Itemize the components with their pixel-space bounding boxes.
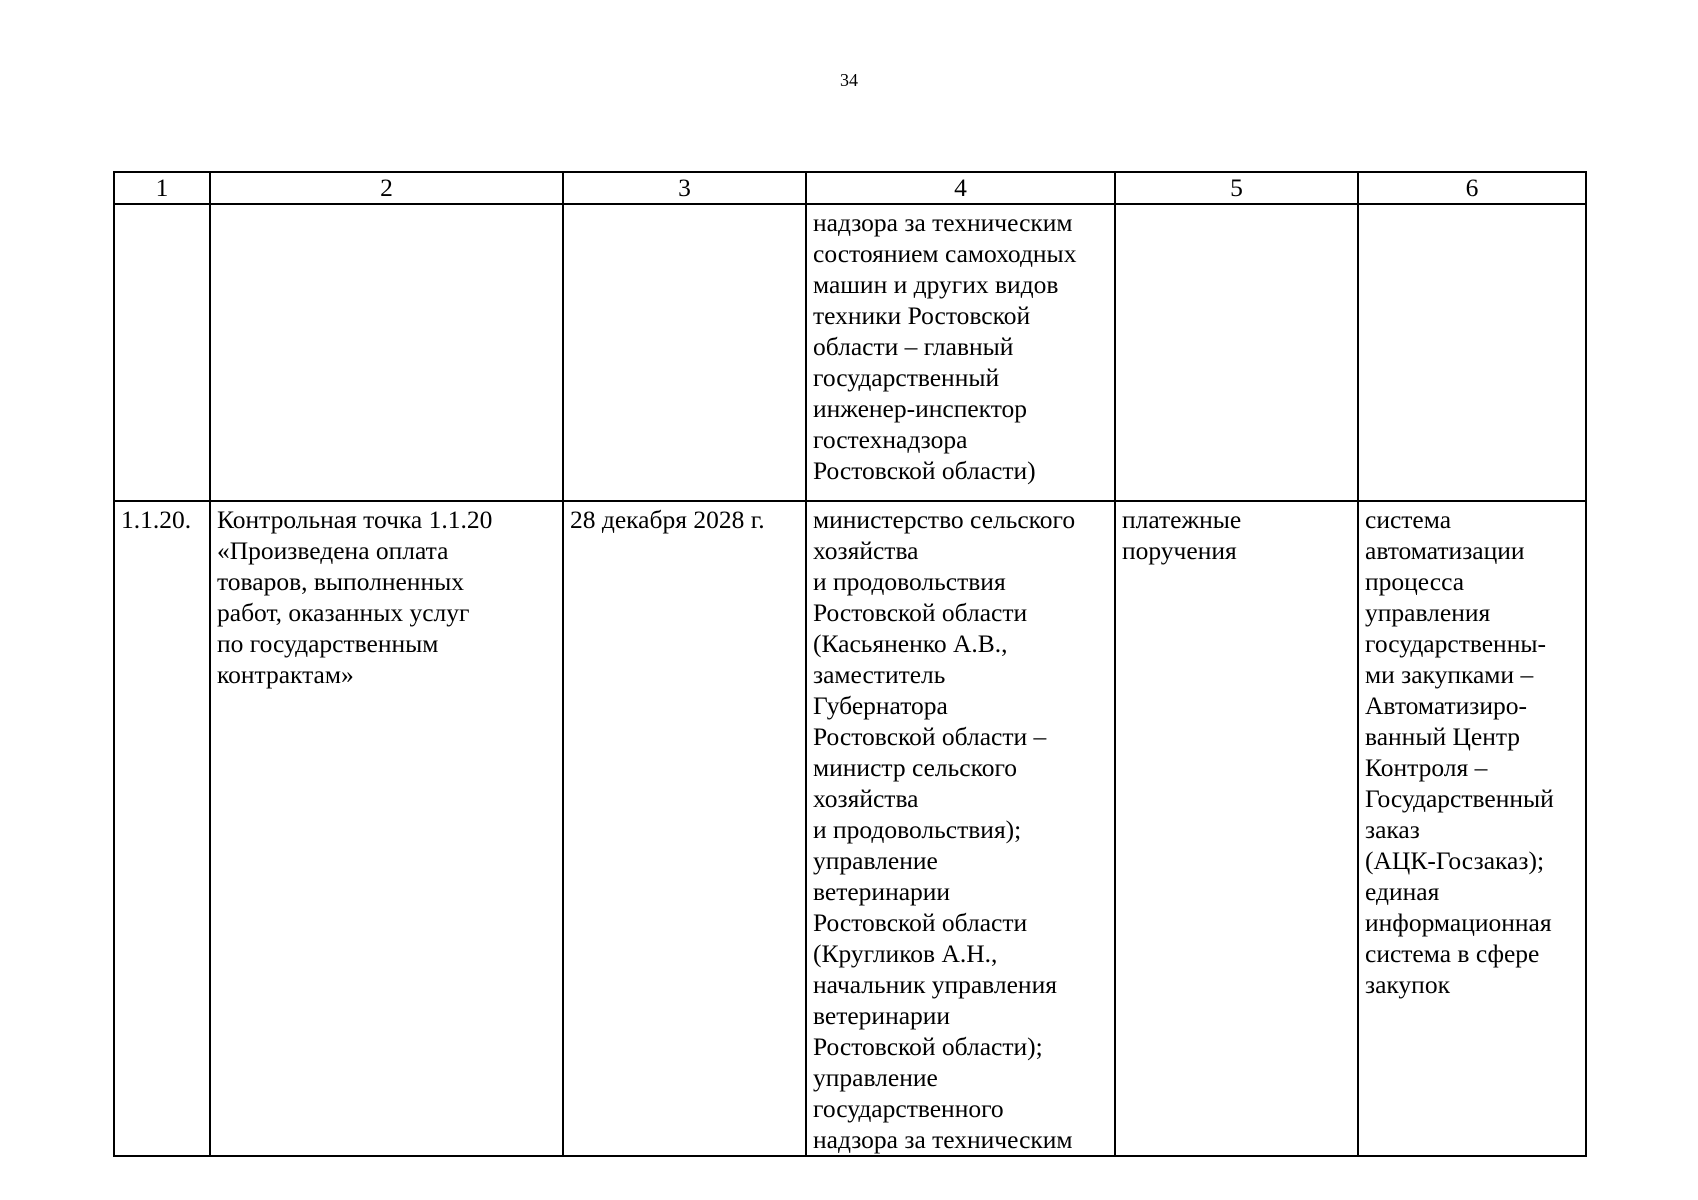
table-cell bbox=[1115, 204, 1358, 501]
table-cell: платежные поручения bbox=[1115, 501, 1358, 1156]
table-cell: система автоматизации процесса управления государственны- ми закупками – Автоматизиро- ванный Центр Контроля – Государственный заказ (АЦК-Госзаказ); единая информационная система в сфере закупок bbox=[1358, 501, 1586, 1156]
table-cell bbox=[1358, 204, 1586, 501]
table-cell: 28 декабря 2028 г. bbox=[563, 501, 806, 1156]
column-header-4: 4 bbox=[806, 172, 1115, 204]
table-row bbox=[114, 501, 1586, 1156]
column-header-5: 5 bbox=[1115, 172, 1358, 204]
table-cell bbox=[114, 204, 210, 501]
table-row bbox=[114, 204, 1586, 501]
column-header-3: 3 bbox=[563, 172, 806, 204]
page-number: 34 bbox=[840, 70, 858, 90]
column-header-2: 2 bbox=[210, 172, 563, 204]
table-cell: надзора за техническим состоянием самоходных машин и других видов техники Ростовской области – главный государственный инженер-инспектор гостехнадзора Ростовской области) bbox=[806, 204, 1115, 501]
column-header-1: 1 bbox=[114, 172, 210, 204]
table-cell bbox=[210, 204, 563, 501]
table-cell: Контрольная точка 1.1.20 «Произведена оплата товаров, выполненных работ, оказанных услуг по государственным контрактам» bbox=[210, 501, 563, 1156]
document-table bbox=[113, 171, 1587, 1157]
table-header-row bbox=[114, 172, 1586, 204]
table-cell: министерство сельского хозяйства и продовольствия Ростовской области (Касьяненко А.В., заместитель Губернатора Ростовской области – министр сельского хозяйства и продовольствия); управление ветеринарии Ростовской области (Кругликов А.Н., начальник управления ветеринарии Ростовской области); управление государственного надзора за техническим bbox=[806, 501, 1115, 1156]
table-cell: 1.1.20. bbox=[114, 501, 210, 1156]
table-cell bbox=[563, 204, 806, 501]
column-header-6: 6 bbox=[1358, 172, 1586, 204]
